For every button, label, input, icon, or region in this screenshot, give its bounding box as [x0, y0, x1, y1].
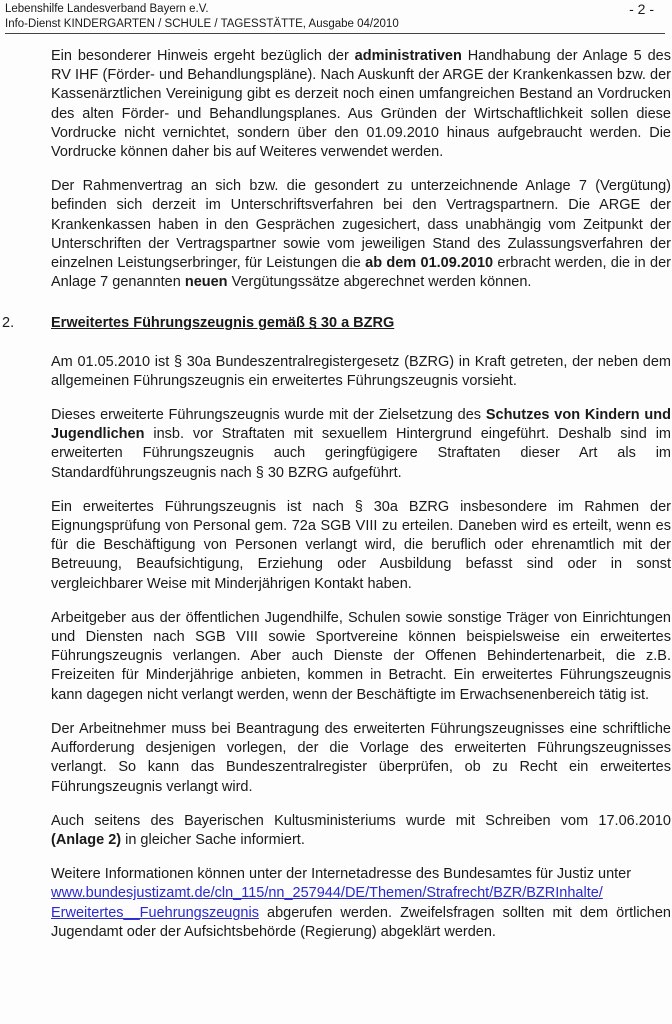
paragraph-1: Ein besonderer Hinweis ergeht bezüglich der administrativen Handhabung der Anlage 5 des RV IHF (Förder- und Behandlungspläne). Nach Auskunft der ARGE der Krankenkassen bzw. der Kassenärztlichen Vereinigung gibt es derzeit noch einen umfangreichen Bestand an Vordrucken des alten Förder- und Behandlungsplanes. Aus Gründen der Wirtschaftlichkeit sollen diese Vordrucke nicht vernichtet, sondern über den 01.09.2010 hinaus aufgebraucht werden. Die Vordrucke können daher bis auf Weiteres verwendet werden.: [51, 48, 671, 161]
page-header: [5, 2, 665, 32]
section-number: 2.: [2, 315, 15, 332]
paragraph-8: Auch seitens des Bayerischen Kultusministeriums wurde mit Schreiben vom 17.06.2010 (Anlage 2) in gleicher Sache informiert.: [51, 812, 671, 848]
document-body: [2, 47, 671, 942]
paragraph-7: Der Arbeitnehmer muss bei Beantragung des erweiterten Führungszeugnisses eine schriftliche Aufforderung desjenigen vorlegen, der die Vorlage des erweiterten Führungszeugnisses verlangt. So kann das Bundeszentralregister überprüfen, ob zu Recht ein erweitertes Führungszeugnis verlangt wird.: [51, 720, 671, 795]
paragraph-6: Arbeitgeber aus der öffentlichen Jugendhilfe, Schulen sowie sonstige Träger von Einrichtungen und Diensten nach SGB VIII sowie Sportvereine können beispielsweise ein erweitertes Führungszeugnis verlangen. Aber auch Dienste der Offenen Behindertenarbeit, die z.B. Freizeiten für Minderjährige anbieten, kommen in Betracht. Ein erweitertes Führungszeugnis kann dagegen nicht verlangt werden, wenn der Beschäftigte im Erwachsenenbereich tätig ist.: [51, 609, 671, 703]
header-divider: [5, 33, 665, 34]
paragraph-2: Der Rahmenvertrag an sich bzw. die gesondert zu unterzeichnende Anlage 7 (Vergütung) befinden sich derzeit im Unterschriftsverfahren bei den Vertragspartnern. Die ARGE der Krankenkassen haben in den Gesprächen zugesichert, dass unabhängig vom Zeitpunkt der Unterschriften der Vertragspartner sowie vom jeweiligen Stand des Zulassungsverfahren der einzelnen Leistungserbringer, für Leistungen die ab dem 01.09.2010 erbracht werden, die in der Anlage 7 genannten neuen Vergütungssätze abgerechnet werden können.: [51, 178, 671, 291]
page-number: - 2 -: [629, 1, 654, 17]
paragraph-3: Am 01.05.2010 ist § 30a Bundeszentralregistergesetz (BZRG) in Kraft getreten, der neben dem allgemeinen Führungszeugnis ein erweitertes Führungszeugnis vorsieht.: [51, 353, 671, 389]
paragraph-4: Dieses erweiterte Führungszeugnis wurde mit der Zielsetzung des Schutzes von Kindern und Jugendlichen insb. vor Straftaten mit sexuellem Hintergrund eingeführt. Deshalb sind im erweiterten Führungszeugnis auch geringfügigere Straftaten dieser Art als im Standardführungszeugnis nach § 30 BZRG aufgeführt.: [51, 407, 671, 481]
section-heading: [2, 314, 671, 333]
bundesjustizamt-link[interactable]: www.bundesjustizamt.de/cln_115/nn_257944/DE/Themen/Strafrecht/BZR/BZRInhalte/: [51, 885, 603, 902]
header-issue: Info-Dienst KINDERGARTEN / SCHULE / TAGESSTÄTTE, Ausgabe 04/2010: [5, 18, 399, 30]
fuehrungszeugnis-link[interactable]: Erweitertes__Fuehrungszeugnis: [51, 904, 259, 921]
section-title: Erweitertes Führungszeugnis gemäß § 30 a BZRG: [51, 315, 395, 332]
header-organization: Lebenshilfe Landesverband Bayern e.V.: [5, 3, 209, 15]
paragraph-5: Ein erweitertes Führungszeugnis ist nach § 30a BZRG insbesondere im Rahmen der Eignungsprüfung von Personal gem. 72a SGB VIII zu erteilen. Daneben wird es erteilt, wenn es für die Beschäftigung von Personen verlangt wird, die beruflich oder ehrenamtlich mit der Betreuung, Beaufsichtigung, Erziehung oder Ausbildung befasst sind oder in sonst vergleichbarer Weise mit Minderjährigen Kontakt haben.: [51, 498, 671, 592]
paragraph-9: Weitere Informationen können unter der Internetadresse des Bundesamtes für Justiz unter www.bundesjustizamt.de/cln_115/nn_257944/DE/Themen/Strafrecht/BZR/BZRInhalte/ Erweitertes__Fuehrungszeugnis abgerufen werden. Zweifelsfragen sollten mit dem örtlichen Jugendamt oder der Aufsichtsbehörde (Regierung) abgeklärt werden.: [51, 866, 671, 940]
